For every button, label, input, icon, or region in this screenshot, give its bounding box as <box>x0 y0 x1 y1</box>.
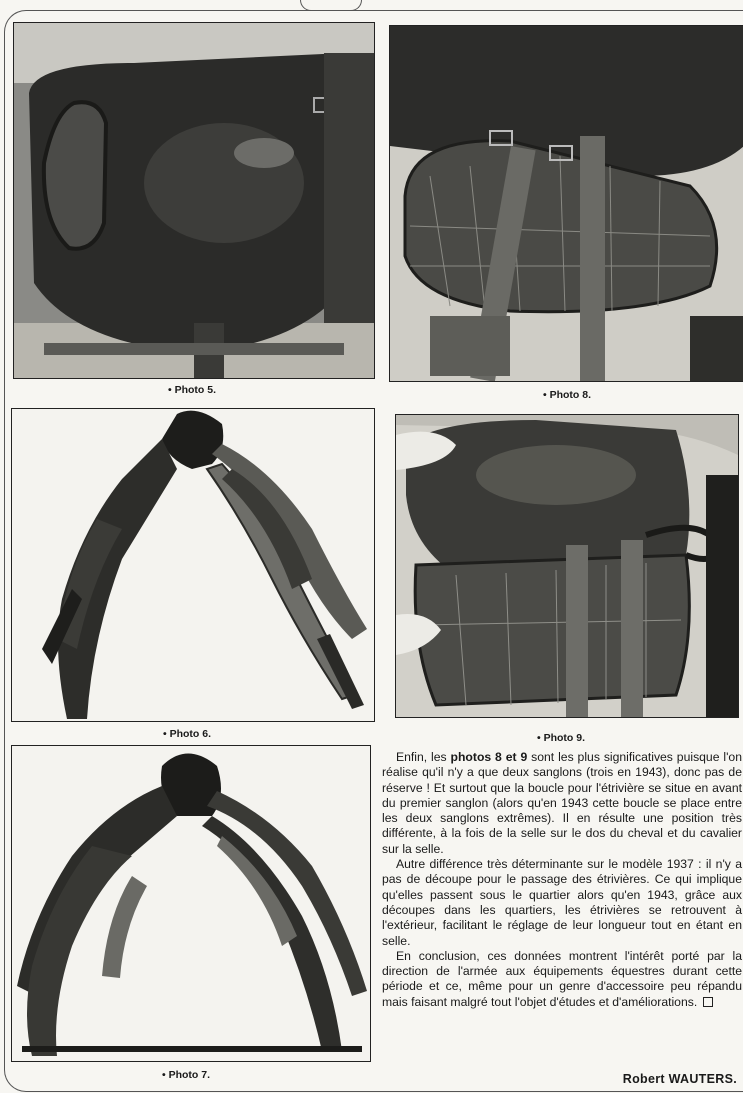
photo-8 <box>389 25 743 382</box>
author-signature: Robert WAUTERS. <box>622 1072 737 1086</box>
article-paragraph-2: Autre différence très déterminante sur le modèle 1937 : il n'y a pas de découpe pour le passage des étrivières. Ce qui implique qu'elles passent sous le quartier alors qu'en 1943, grâce aux découpes dans les quartiers, les étrivières se retrouvent à l'extérieur, facilitant le réglage de leur longueur tout en étant en selle. <box>382 857 742 948</box>
photo-6 <box>11 408 375 722</box>
article-paragraph-1 <box>382 750 742 857</box>
caption-photo-6: • Photo 6. <box>163 728 212 740</box>
photo-9 <box>395 414 739 718</box>
p1-bold-photos: photos 8 et 9 <box>450 750 528 764</box>
p3-text: En conclusion, ces données montrent l'intérêt porté par la direction de l'armée aux équipements équestres durant cette période et ce, même pour un genre d'accessoire peu répandu mais faisant malgré tout l'objet d'études et d'améliorations. <box>382 948 742 1009</box>
p1-text-b: sont les plus significatives puisque l'on réalise qu'il n'y a que deux sanglons (trois en 1943), donc pas de réserve ! Et surtout que la boucle pour l'étrivière se situe en avant du premier sanglon (alors qu'en 1943 cette boucle se place entre les deux sanglons extrêmes). Il en résulte une position très différente, à la fois de la selle sur le dos du cheval et du cavalier sur la selle. <box>382 750 742 856</box>
photo-5 <box>13 22 375 379</box>
photo-5-image <box>14 23 374 378</box>
caption-photo-5: • Photo 5. <box>168 384 217 396</box>
caption-photo-9: • Photo 9. <box>537 732 586 744</box>
photo-9-image <box>396 415 738 717</box>
photo-7-image <box>12 746 370 1061</box>
p1-text-a: Enfin, les <box>396 750 451 764</box>
article-paragraph-3 <box>382 949 742 1010</box>
end-of-article-mark <box>703 997 713 1007</box>
article-body <box>382 750 742 1010</box>
page-top-tab <box>300 0 362 11</box>
photo-8-image <box>390 26 743 381</box>
photo-7 <box>11 745 371 1062</box>
caption-photo-8: • Photo 8. <box>543 389 592 401</box>
photo-6-image <box>12 409 374 721</box>
caption-photo-7: • Photo 7. <box>162 1069 211 1081</box>
